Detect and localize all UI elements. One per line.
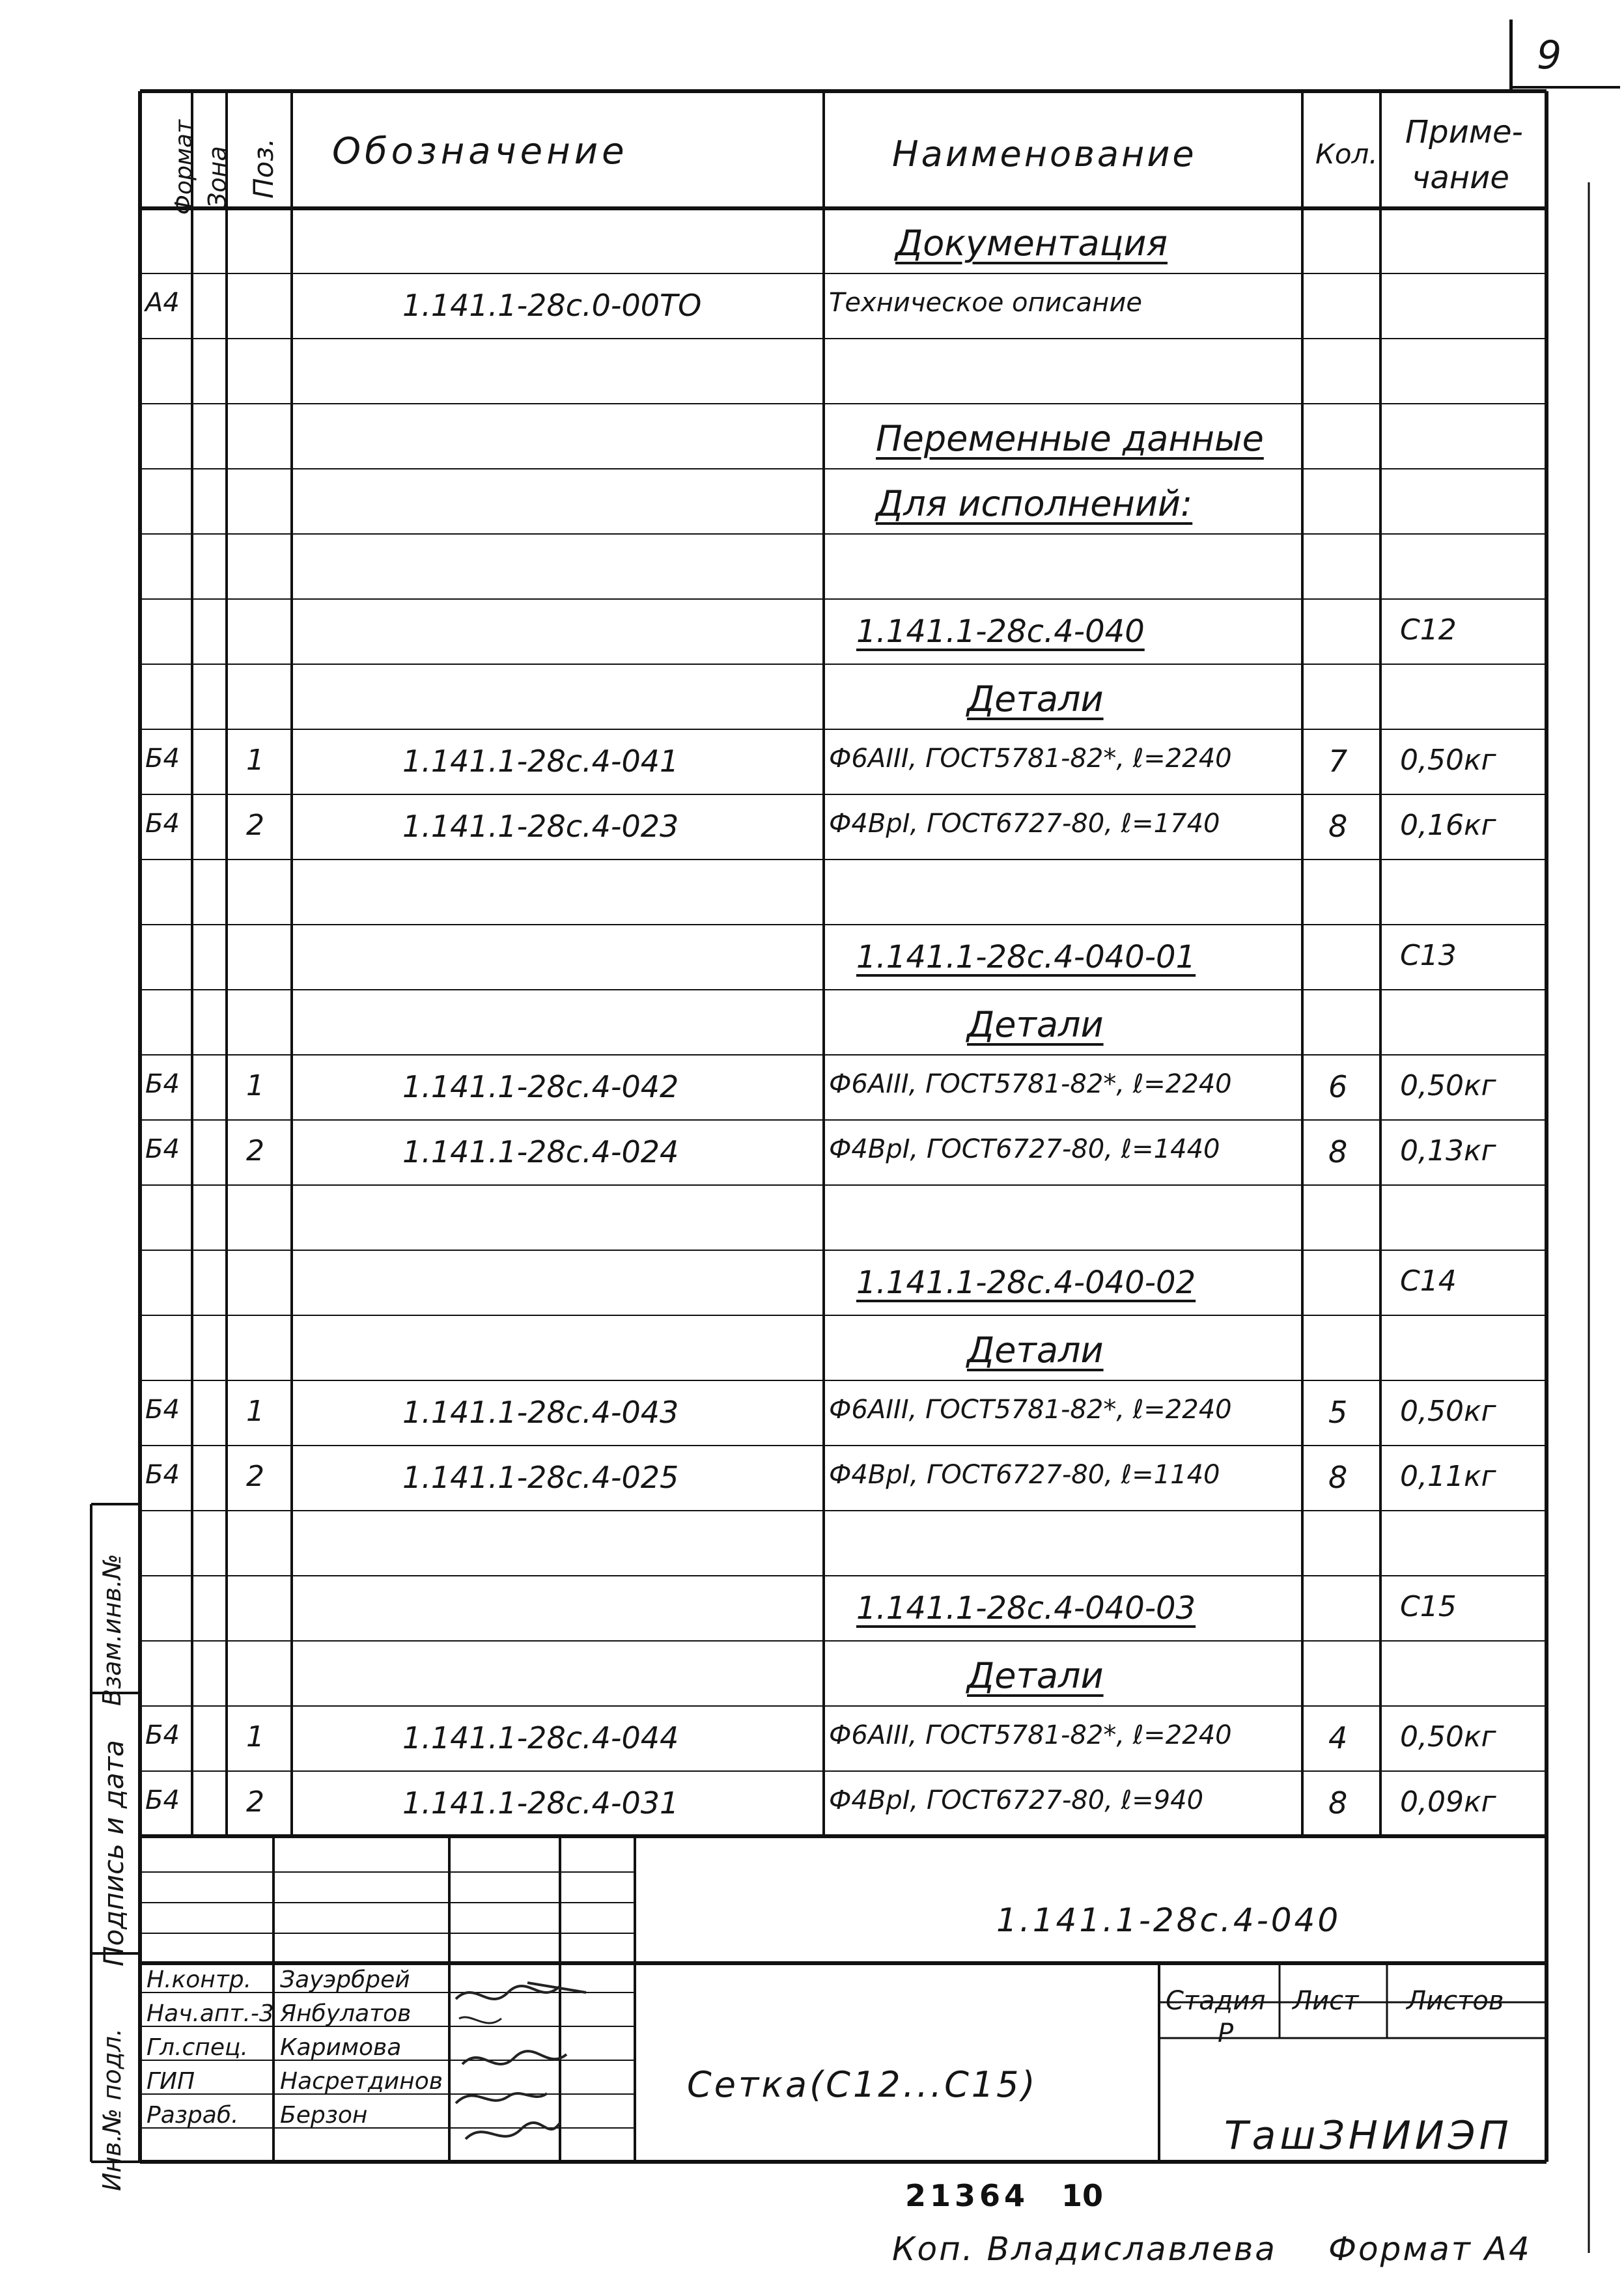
cell-name: 1.141.1-28с.4-040 bbox=[856, 613, 1145, 650]
cell-designation: 1.141.1-28с.4-042 bbox=[402, 1069, 679, 1104]
cell-note: С14 bbox=[1400, 1265, 1457, 1298]
cell-designation: 1.141.1-28с.4-043 bbox=[402, 1395, 679, 1430]
header-designation: Обозначение bbox=[332, 130, 628, 173]
cell-format: Б4 bbox=[145, 1720, 180, 1750]
header-zone: Зона bbox=[203, 146, 232, 208]
cell-pos: 1 bbox=[246, 1720, 264, 1754]
cell-name: Ф6АIII, ГОСТ5781-82*, ℓ=2240 bbox=[829, 744, 1232, 774]
cell-note: 0,50кг bbox=[1400, 1395, 1496, 1428]
cell-format: Б4 bbox=[145, 1395, 180, 1425]
title-block-person-name: Каримова bbox=[280, 2034, 402, 2061]
cell-name: Техническое описание bbox=[829, 288, 1142, 318]
title-block-stage-value: Р bbox=[1218, 2019, 1234, 2048]
cell-name: Ф4ВрI, ГОСТ6727-80, ℓ=1440 bbox=[829, 1134, 1220, 1164]
cell-format: Б4 bbox=[145, 1785, 180, 1815]
cell-name: Ф6АIII, ГОСТ5781-82*, ℓ=2240 bbox=[829, 1720, 1232, 1750]
cell-name: Детали bbox=[967, 1655, 1104, 1696]
signature-1 bbox=[456, 1983, 586, 1999]
footer-order-no: 21364 bbox=[905, 2178, 1029, 2213]
cell-name: Детали bbox=[967, 1004, 1104, 1045]
header-note-line2: чание bbox=[1412, 160, 1509, 196]
cell-name: Документация bbox=[895, 223, 1168, 264]
title-block-sheets-label: Листов bbox=[1407, 1986, 1504, 2016]
footer-copied-by: Коп. Владиславлева bbox=[892, 2230, 1277, 2268]
cell-pos: 1 bbox=[246, 1395, 264, 1428]
side-stamp-replace-inv: Взам.инв.№ bbox=[98, 1554, 126, 1706]
cell-qty: 7 bbox=[1328, 744, 1348, 779]
title-block-role: Разраб. bbox=[147, 2102, 239, 2129]
cell-name: 1.141.1-28с.4-040-03 bbox=[856, 1590, 1196, 1627]
cell-name: Ф6АIII, ГОСТ5781-82*, ℓ=2240 bbox=[829, 1395, 1232, 1425]
cell-format: Б4 bbox=[145, 1069, 180, 1099]
cell-designation: 1.141.1-28с.4-024 bbox=[402, 1134, 679, 1169]
cell-note: 0,50кг bbox=[1400, 1069, 1496, 1102]
header-name: Наименование bbox=[892, 133, 1197, 175]
cell-name: Ф6АIII, ГОСТ5781-82*, ℓ=2240 bbox=[829, 1069, 1232, 1099]
cell-pos: 1 bbox=[246, 744, 264, 777]
cell-designation: 1.141.1-28с.4-025 bbox=[402, 1460, 679, 1495]
cell-note: 0,16кг bbox=[1400, 809, 1496, 842]
signature-2 bbox=[459, 2017, 501, 2023]
page-number: 9 bbox=[1537, 33, 1562, 78]
cell-qty: 8 bbox=[1328, 809, 1348, 844]
title-block-sheet-label: Лист bbox=[1293, 1986, 1359, 2016]
header-pos: Поз. bbox=[247, 138, 279, 199]
signature-5 bbox=[466, 2123, 560, 2139]
cell-designation: 1.141.1-28с.4-031 bbox=[402, 1785, 679, 1821]
cell-qty: 8 bbox=[1328, 1134, 1348, 1169]
cell-note: С15 bbox=[1400, 1590, 1457, 1623]
cell-note: 0,11кг bbox=[1400, 1460, 1496, 1493]
title-block-person-name: Насретдинов bbox=[280, 2068, 443, 2095]
cell-name: Ф4ВрI, ГОСТ6727-80, ℓ=1140 bbox=[829, 1460, 1220, 1490]
title-block-role: Нач.апт.-3 bbox=[147, 2000, 274, 2027]
header-format: Формат bbox=[171, 119, 197, 215]
cell-name: Ф4ВрI, ГОСТ6727-80, ℓ=940 bbox=[829, 1785, 1204, 1815]
footer-copies: 10 bbox=[1061, 2178, 1104, 2213]
cell-pos: 2 bbox=[246, 809, 264, 842]
cell-note: 0,50кг bbox=[1400, 1720, 1496, 1754]
cell-pos: 2 bbox=[246, 1785, 264, 1819]
cell-qty: 8 bbox=[1328, 1460, 1348, 1495]
header-qty: Кол. bbox=[1315, 138, 1378, 170]
signature-3 bbox=[462, 2051, 567, 2064]
cell-qty: 8 bbox=[1328, 1785, 1348, 1821]
cell-pos: 1 bbox=[246, 1069, 264, 1102]
cell-qty: 5 bbox=[1328, 1395, 1348, 1430]
cell-note: С12 bbox=[1400, 613, 1457, 647]
cell-qty: 6 bbox=[1328, 1069, 1348, 1104]
cell-name: Детали bbox=[967, 1330, 1104, 1371]
title-block-role: Гл.спец. bbox=[147, 2034, 248, 2061]
title-block-title: Сетка(С12...С15) bbox=[687, 2064, 1038, 2105]
title-block-role: Н.контр. bbox=[147, 1966, 252, 1993]
side-stamp-sign-date: Подпись и дата bbox=[98, 1740, 130, 1966]
cell-designation: 1.141.1-28с.4-023 bbox=[402, 809, 679, 844]
cell-format: Б4 bbox=[145, 1460, 180, 1490]
cell-name: 1.141.1-28с.4-040-02 bbox=[856, 1265, 1196, 1301]
cell-name: Ф4ВрI, ГОСТ6727-80, ℓ=1740 bbox=[829, 809, 1220, 839]
title-block-person-name: Зауэрбрей bbox=[280, 1966, 410, 1993]
cell-name: Для исполнений: bbox=[876, 483, 1193, 524]
signature-4 bbox=[456, 2093, 547, 2103]
cell-designation: 1.141.1-28с.4-044 bbox=[402, 1720, 679, 1755]
title-block-role: ГИП bbox=[147, 2068, 195, 2095]
cell-name: Детали bbox=[967, 678, 1104, 720]
title-block-person-name: Янбулатов bbox=[280, 2000, 412, 2027]
title-block-organization: ТашЗНИИЭП bbox=[1224, 2113, 1513, 2159]
cell-designation: 1.141.1-28с.4-041 bbox=[402, 744, 679, 779]
cell-name: 1.141.1-28с.4-040-01 bbox=[856, 939, 1196, 975]
cell-note: 0,50кг bbox=[1400, 744, 1496, 777]
cell-designation: 1.141.1-28с.0-00ТО bbox=[402, 288, 702, 323]
cell-note: 0,09кг bbox=[1400, 1785, 1496, 1819]
side-stamp-inv-orig: Инв.№ подл. bbox=[98, 2028, 126, 2191]
title-block-stage-label: Стадия bbox=[1166, 1986, 1266, 2016]
title-block-person-name: Берзон bbox=[280, 2102, 368, 2129]
cell-format: Б4 bbox=[145, 809, 180, 839]
cell-format: Б4 bbox=[145, 744, 180, 774]
cell-name: Переменные данные bbox=[876, 418, 1264, 459]
footer-format: Формат А4 bbox=[1328, 2230, 1532, 2268]
signature-scribbles bbox=[449, 1973, 645, 2181]
cell-qty: 4 bbox=[1328, 1720, 1348, 1755]
header-note-line1: Приме- bbox=[1405, 114, 1523, 150]
cell-format: Б4 bbox=[145, 1134, 180, 1164]
cell-pos: 2 bbox=[246, 1134, 264, 1167]
title-block-doc-code: 1.141.1-28с.4-040 bbox=[996, 1901, 1341, 1939]
cell-pos: 2 bbox=[246, 1460, 264, 1493]
cell-note: 0,13кг bbox=[1400, 1134, 1496, 1167]
cell-note: С13 bbox=[1400, 939, 1457, 972]
cell-format: А4 bbox=[145, 288, 180, 318]
